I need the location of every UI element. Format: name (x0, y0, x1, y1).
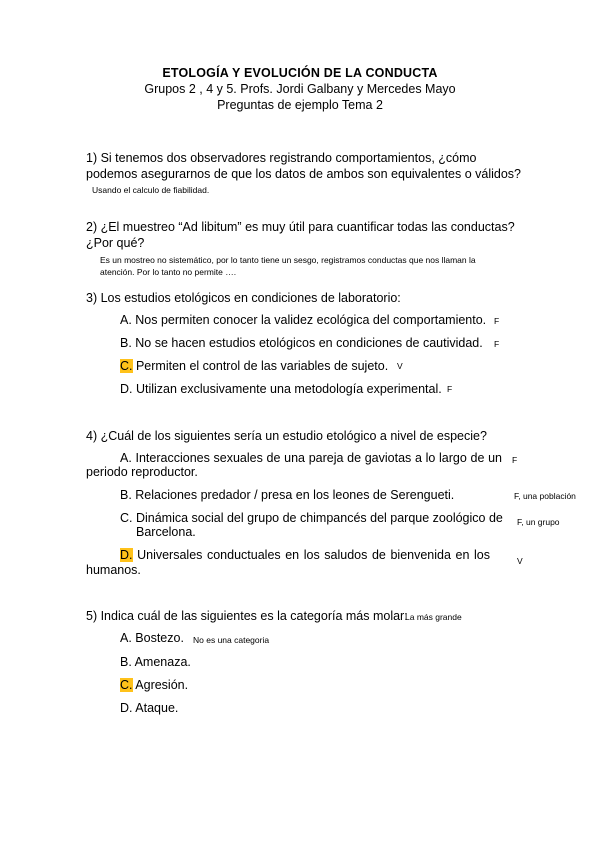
q2-answer-line2: atención. Por lo tanto no permite …. (100, 267, 237, 277)
q4-option-c-line1: C. Dinámica social del grupo de chimpancés del parque zoológico de (120, 511, 503, 525)
q4-option-a-mark: F (512, 455, 518, 465)
q1-line2: podemos asegurarnos de que los datos de ambos son equivalentes o válidos? (86, 167, 522, 181)
q4-option-a-line1: A. Interacciones sexuales de una pareja de gaviotas a lo largo de un (120, 451, 502, 465)
q3-option-c-text: Permiten el control de las variables de sujeto. (132, 359, 389, 373)
q4-option-a-line2: periodo reproductor. (86, 465, 198, 479)
q2-line1: 2) ¿El muestreo “Ad libitum” es muy útil para cuantificar todas las conductas? (86, 220, 515, 234)
q4-option-c-line2: Barcelona. (136, 525, 196, 539)
q3-option-a-mark: F (494, 316, 500, 326)
q3-option-a: A. Nos permiten conocer la validez ecológica del comportamiento. (120, 313, 487, 327)
q5-text: 5) Indica cuál de las siguientes es la categoría más molar: (86, 609, 408, 623)
q2-line2: ¿Por qué? (86, 236, 145, 250)
q4-option-b-mark: F, una población (514, 491, 576, 501)
q3-text: 3) Los estudios etológicos en condiciones de laboratorio: (86, 291, 401, 305)
q5-option-c-text: Agresión. (132, 678, 189, 692)
q5-option-a-note: No es una categoria (193, 635, 270, 645)
q3-option-b: B. No se hacen estudios etológicos en condiciones de cautividad. (120, 336, 483, 350)
q4-option-c-mark: F, un grupo (517, 517, 560, 527)
q3-option-b-mark: F (494, 339, 500, 349)
q1-line1: 1) Si tenemos dos observadores registrando comportamientos, ¿cómo (86, 151, 477, 165)
document-subtitle: Preguntas de ejemplo Tema 2 (217, 98, 383, 112)
q4-option-d-letter-highlight: D. (120, 548, 133, 562)
q5-option-a: A. Bostezo. (120, 631, 184, 645)
q2-answer-line1: Es un mostreo no sistemático, por lo tanto tiene un sesgo, registramos conductas que nos llaman la (100, 255, 476, 265)
q4-option-d-text: Universales conductuales en los saludos de bienvenida en los (132, 548, 490, 562)
q5-option-c (120, 678, 188, 692)
q5-option-c-letter-highlight: C. (120, 678, 133, 692)
q5-option-d: D. Ataque. (120, 701, 179, 715)
q3-option-c (120, 359, 388, 373)
q4-option-d-line2: humanos. (86, 563, 141, 577)
q4-option-d-line1 (120, 548, 490, 562)
course-info: Grupos 2 , 4 y 5. Profs. Jordi Galbany y Mercedes Mayo (144, 82, 456, 96)
q3-option-d-mark: F (447, 384, 453, 394)
q4-text: 4) ¿Cuál de los siguientes sería un estudio etológico a nivel de especie? (86, 429, 487, 443)
q3-option-c-mark: V (397, 361, 403, 371)
q3-option-d: D. Utilizan exclusivamente una metodología experimental. (120, 382, 442, 396)
q5-option-b: B. Amenaza. (120, 655, 191, 669)
q3-option-c-letter-highlight: C. (120, 359, 133, 373)
q4-option-b: B. Relaciones predador / presa en los leones de Serengueti. (120, 488, 455, 502)
q4-option-d-mark: V (517, 556, 523, 566)
document-title: ETOLOGÍA Y EVOLUCIÓN DE LA CONDUCTA (162, 66, 438, 80)
q1-answer: Usando el calculo de fiabilidad. (92, 185, 210, 195)
q5-note: La más grande (405, 612, 462, 622)
